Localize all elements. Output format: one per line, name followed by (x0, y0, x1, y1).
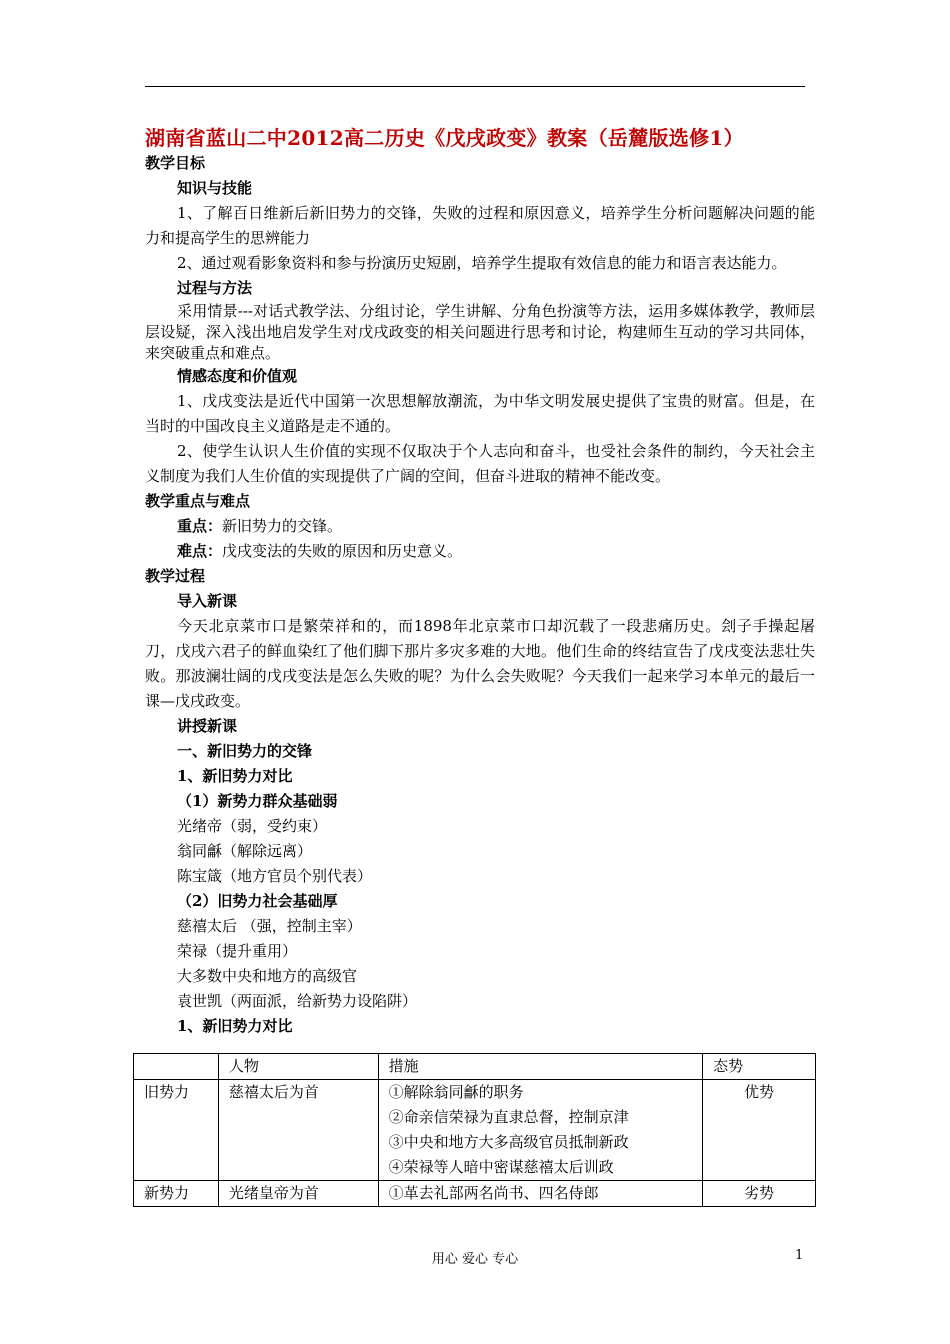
table-row (134, 1181, 816, 1207)
section-heading-keypoints: 教学重点与难点 (145, 492, 251, 510)
paragraph: 2、通过观看影象资料和参与扮演历史短剧，培养学生提取有效信息的能力和语言表达能力。 (177, 254, 787, 272)
document-title: 湖南省蓝山二中2012高二历史《戊戌政变》教案（岳麓版选修1） (145, 126, 744, 150)
section-heading-objectives: 教学目标 (145, 154, 206, 172)
table-cell-group: 新势力 (134, 1181, 219, 1207)
paragraph: 采用情景---对话式教学法、分组讨论，学生讲解、分角色扮演等方法，运用多媒体教学，教师层层设疑，深入浅出地启发学生对戊戌政变的相关问题进行思考和讨论，构建师生互动的学习共同体，来突破重点和难点。 (145, 302, 815, 362)
footer-motto: 用心 爱心 专心 (431, 1252, 519, 1267)
table-cell-measures (378, 1181, 702, 1207)
sub-heading: 1、新旧势力对比 (177, 767, 293, 785)
table-cell-measures (378, 1080, 702, 1181)
subheading-intro: 导入新课 (177, 592, 238, 610)
difficult-point-text: 戊戌变法的失败的原因和历史意义。 (222, 542, 463, 560)
measure-item: ④荣禄等人暗中密谋慈禧太后训政 (388, 1158, 614, 1176)
key-point-text: 新旧势力的交锋。 (222, 517, 343, 535)
list-item: 大多数中央和地方的高级官 (177, 967, 358, 985)
table-cell-status: 劣势 (703, 1181, 816, 1207)
subheading-knowledge: 知识与技能 (177, 179, 253, 197)
sub-heading: 1、新旧势力对比 (177, 1017, 293, 1035)
old-force-heading: （2）旧势力社会基础厚 (177, 892, 338, 910)
table-header-cell (134, 1054, 219, 1080)
list-item: 袁世凯（两面派，给新势力设陷阱） (177, 992, 418, 1010)
table-cell-person: 光绪皇帝为首 (218, 1181, 378, 1207)
table-header-row (134, 1054, 816, 1080)
paragraph: 1、了解百日维新后新旧势力的交锋，失败的过程和原因意义，培养学生分析问题解决问题的能力和提高学生的思辨能力 (145, 204, 815, 247)
table-row (134, 1080, 816, 1181)
measure-item: ①解除翁同龢的职务 (388, 1083, 524, 1101)
difficult-point (145, 539, 815, 564)
key-point-label: 重点： (177, 517, 223, 535)
measure-item: ③中央和地方大多高级官员抵制新政 (388, 1133, 629, 1151)
list-item: 翁同龢（解除远离） (177, 842, 313, 860)
paragraph: 1、戊戌变法是近代中国第一次思想解放潮流，为中华文明发展史提供了宝贵的财富。但是，在当时的中国改良主义道路是走不通的。 (145, 392, 815, 435)
part-heading: 一、新旧势力的交锋 (177, 742, 313, 760)
document-body (145, 151, 815, 1039)
key-point (145, 514, 815, 539)
measure-item: ②命亲信荣禄为直隶总督，控制京津 (388, 1108, 629, 1126)
table-header-cell: 态势 (703, 1054, 816, 1080)
measure-item: ①革去礼部两名尚书、四名侍郎 (388, 1184, 599, 1202)
list-item: 陈宝箴（地方官员个别代表） (177, 867, 373, 885)
paragraph: 2、使学生认识人生价值的实现不仅取决于个人志向和奋斗，也受社会条件的制约，今天社会主义制度为我们人生价值的实现提供了广阔的空间，但奋斗进取的精神不能改变。 (145, 442, 815, 485)
page-number: 1 (795, 1248, 804, 1263)
new-force-heading: （1）新势力群众基础弱 (177, 792, 338, 810)
list-item: 光绪帝（弱，受约束） (177, 817, 328, 835)
list-item: 慈禧太后 （强，控制主宰） (177, 917, 362, 935)
table-cell-group: 旧势力 (134, 1080, 219, 1181)
section-heading-process: 教学过程 (145, 567, 206, 585)
subheading-process: 过程与方法 (177, 279, 253, 297)
table-header-cell: 人物 (218, 1054, 378, 1080)
subheading-teach: 讲授新课 (177, 717, 238, 735)
paragraph: 今天北京菜市口是繁荣祥和的，而1898年北京菜市口却沉载了一段悲痛历史。刽子手操起屠刀，戊戌六君子的鲜血染红了他们脚下那片多灾多难的大地。他们生命的终结宣告了戊戌变法悲壮失败。那波澜壮阔的戊戌变法是怎么失败的呢？为什么会失败呢？今天我们一起来学习本单元的最后一课—戊戌政变。 (145, 617, 815, 710)
list-item: 荣禄（提升重用） (177, 942, 298, 960)
difficult-point-label: 难点： (177, 542, 223, 560)
comparison-table (133, 1053, 816, 1207)
table-cell-person: 慈禧太后为首 (218, 1080, 378, 1181)
table-cell-status: 优势 (703, 1080, 816, 1181)
table-header-cell: 措施 (378, 1054, 702, 1080)
header-rule (145, 86, 805, 87)
subheading-emotion: 情感态度和价值观 (177, 367, 298, 385)
